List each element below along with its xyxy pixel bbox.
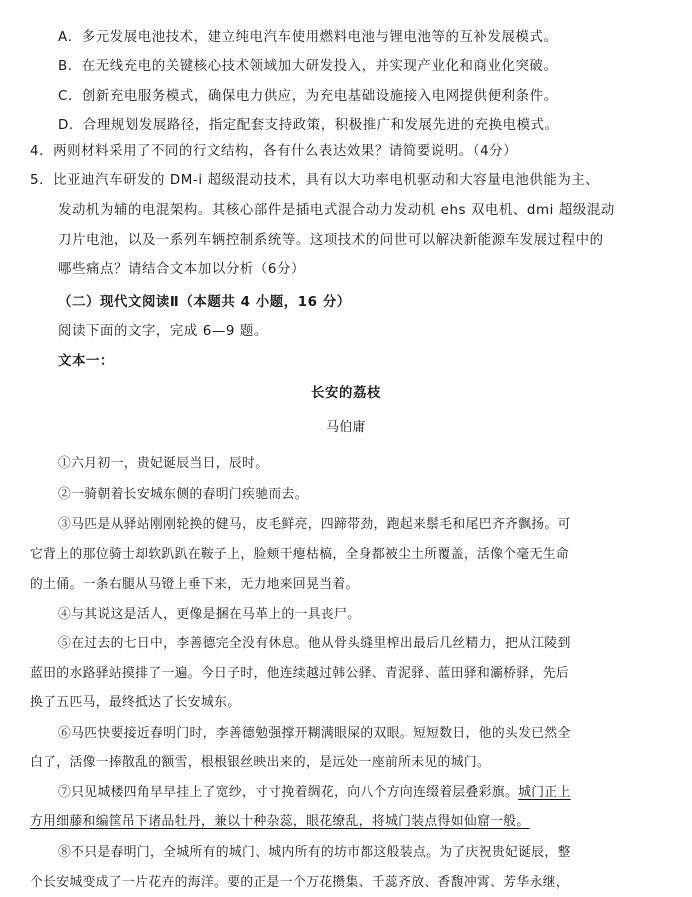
underlined-text: 方用细藤和编筐吊下诸品牡丹，兼以十种杂蕊，眼花缭乱，将城门装点得如仙窟一般。	[30, 814, 530, 829]
paragraph-line: 白了，活像一捧散乱的额雪，根根银丝映出来的，是远处一座前所未见的城门。	[30, 755, 491, 770]
reading-instruction: 阅读下面的文字，完成 6—9 题。	[58, 324, 268, 339]
paragraph-line: ⑤在过去的七日中，李善德完全没有休息。他从骨头缝里榨出最后几丝精力，把从江陵到	[58, 636, 571, 651]
question-5-line-4: 哪些痛点？请结合文本加以分析（6分）	[58, 262, 305, 277]
paragraph-line: ⑥马匹快要接近春明门时，李善德勉强撑开糊满眼屎的双眼。短短数日，他的头发已然全	[58, 726, 571, 741]
underlined-text: 城门正上	[518, 785, 571, 800]
paragraph-line: 换了五匹马，最终抵达了长安城东。	[30, 695, 241, 710]
paragraph-line	[58, 781, 571, 800]
paragraph-line: ⑧不只是春明门，全城所有的城门、城内所有的坊市都这般装点。为了庆祝贵妃诞辰，整	[58, 845, 571, 860]
question-5-line-3: 刀片电池，以及一系列车辆控制系统等。这项技术的问世可以解决新能源车发展过程中的	[58, 233, 604, 248]
paragraph-line: 的土俑。一条右腿从马镫上垂下来，无力地来回晃当着。	[30, 577, 359, 592]
paragraph-text: ⑦只见城楼四角早早挂上了宽纱，寸寸挽着绸花，向八个方向连缀着层叠彩旗。	[58, 785, 519, 800]
paragraph-line: 蓝田的水路驿站摸排了一遍。今日子时，他连续越过韩公驿、青泥驿、蓝田驿和灞桥驿，先后	[30, 666, 570, 681]
paragraph-line: ④与其说这是活人，更像是捆在马革上的一具丧尸。	[58, 607, 361, 622]
option-b: B．在无线充电的关键核心技术领域加大研发投入，并实现产业化和商业化突破。	[58, 59, 558, 74]
option-a: A．多元发展电池技术，建立纯电汽车使用燃料电池与锂电池等的互补发展模式。	[58, 30, 558, 45]
article-author: 马伯庸	[326, 420, 366, 435]
question-4: 4．两则材料采用了不同的行文结构，各有什么表达效果？请简要说明。（4分）	[30, 144, 518, 159]
option-d: D．合理规划发展路径，指定配套支持政策，积极推广和发展先进的充换电模式。	[58, 118, 559, 133]
article-title: 长安的荔枝	[311, 386, 381, 401]
paragraph-line: ②一骑朝着长安城东侧的春明门疾驰而去。	[58, 487, 308, 502]
section-heading: （二）现代文阅读Ⅱ（本题共 4 小题，16 分）	[58, 295, 351, 310]
question-5-line-1: 5．比亚迪汽车研发的 DM-i 超级混动技术，具有以大功率电机驱动和大容量电池供能为主、	[30, 173, 600, 188]
text-one-label: 文本一：	[58, 354, 114, 369]
paragraph-line: 它背上的那位骑士却软趴趴在鞍子上，脸颊干瘪枯槁，全身都被尘土所覆盖，活像个毫无生命	[30, 547, 570, 562]
paragraph-line: 个长安城变成了一片花卉的海洋。要的正是一个万花攒集、千蕊齐放、香馥冲霄、芳华永继，	[30, 875, 570, 890]
option-c: C．创新充电服务模式，确保电力供应，为充电基础设施接入电网提供便利条件。	[58, 89, 558, 104]
paragraph-line: ③马匹是从驿站刚刚轮换的健马，皮毛鲜亮，四蹄带劲，跑起来鬃毛和尾巴齐齐飘扬。可	[58, 517, 571, 532]
paragraph-line: ①六月初一，贵妃诞辰当日，辰时。	[58, 456, 269, 471]
question-5-line-2: 发动机为辅的电混架构。其核心部件是插电式混合动力发动机 ehs 双电机、dmi 超级混动	[58, 203, 615, 218]
